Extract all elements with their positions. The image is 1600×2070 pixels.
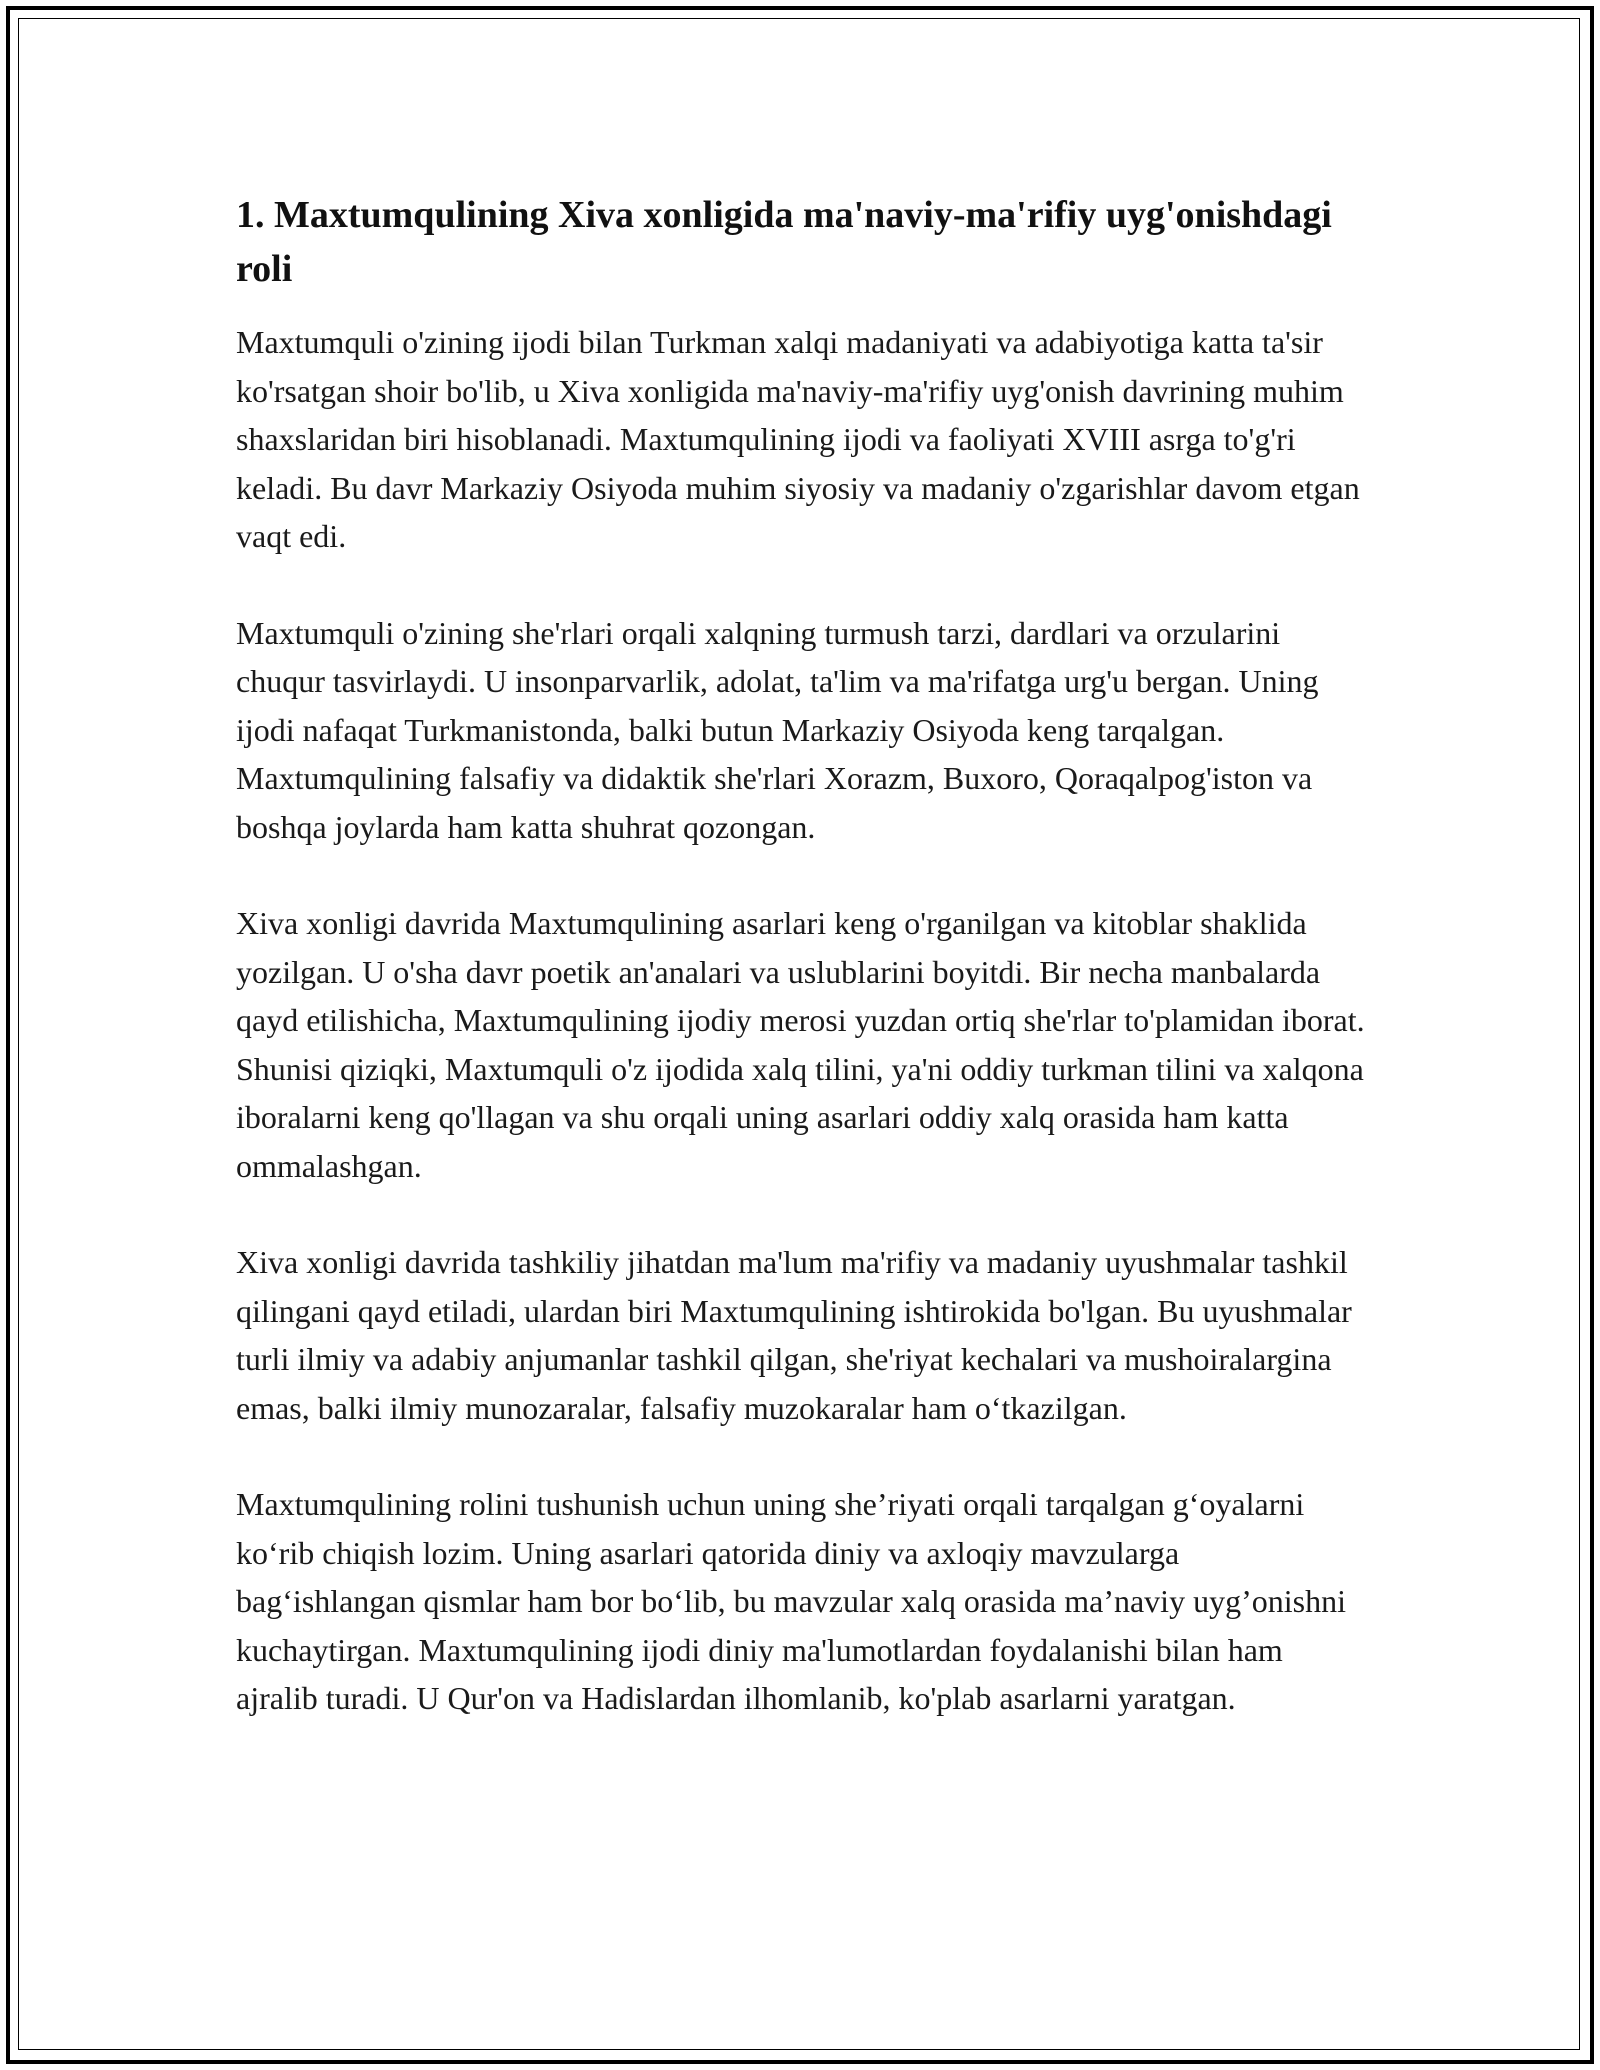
paragraph-2: Maxtumquli o'zining she'rlari orqali xalqning turmush tarzi, dardlari va orzularini chuqur tasvirlaydi. U insonparvarlik, adolat, ta'lim va ma'rifatga urg'u bergan. Uning ijodi nafaqat Turkmanistonda, balki butun Markaziy Osiyoda keng tarqalgan. Maxtumqulining falsafiy va didaktik she'rlari Xorazm, Buxoro, Qoraqalpog'iston va boshqa joylarda ham katta shuhrat qozongan.: [236, 614, 1319, 845]
document-body: [236, 188, 1366, 1771]
paragraph-1: Maxtumquli o'zining ijodi bilan Turkman xalqi madaniyati va adabiyotiga katta ta'sir ko'rsatgan shoir bo'lib, u Xiva xonligida ma'naviy-ma'rifiy uyg'onish davrining muhim shaxslaridan biri hisoblanadi. Maxtumqulining ijodi va faoliyati XVIII asrga to'g'ri keladi. Bu davr Markaziy Osiyoda muhim siyosiy va madaniy o'zgarishlar davom etgan vaqt edi.: [236, 324, 1360, 554]
paragraph-5: Maxtumqulining rolini tushunish uchun uning she’riyati orqali tarqalgan g‘oyalarni ko‘rib chiqish lozim. Uning asarlari qatorida diniy va axloqiy mavzularga bag‘ishlangan qismlar ham bor bo‘lib, bu mavzular xalq orasida ma’naviy uyg’onishni kuchaytirgan. Maxtumqulining ijodi diniy ma'lumotlardan foydalanishi bilan ham ajralib turadi. U Qur'on va Hadislardan ilhomlanib, ko'plab asarlarni yaratgan.: [236, 1486, 1346, 1716]
section-heading: 1. Maxtumqulining Xiva xonligida ma'naviy-ma'rifiy uyg'onishdagi roli: [236, 194, 1332, 290]
paragraph-4: Xiva xonligi davrida tashkiliy jihatdan ma'lum ma'rifiy va madaniy uyushmalar tashkil qilingani qayd etiladi, ulardan biri Maxtumqulining ishtirokida bo'lgan. Bu uyushmalar turli ilmiy va adabiy anjumanlar tashkil qilgan, she'riyat kechalari va mushoiralargina emas, balki ilmiy munozaralar, falsafiy muzokaralar ham o‘tkazilgan.: [236, 1244, 1352, 1426]
paragraph-3: Xiva xonligi davrida Maxtumqulining asarlari keng o'rganilgan va kitoblar shaklida yozilgan. U o'sha davr poetik an'analari va uslublarini boyitdi. Bir necha manbalarda qayd etilishicha, Maxtumqulining ijodiy merosi yuzdan ortiq she'rlar to'plamidan iborat. Shunisi qiziqki, Maxtumquli o'z ijodida xalq tilini, ya'ni oddiy turkman tilini va xalqona iboralarni keng qo'llagan va shu orqali uning asarlari oddiy xalq orasida ham katta ommalashgan.: [236, 905, 1365, 1184]
